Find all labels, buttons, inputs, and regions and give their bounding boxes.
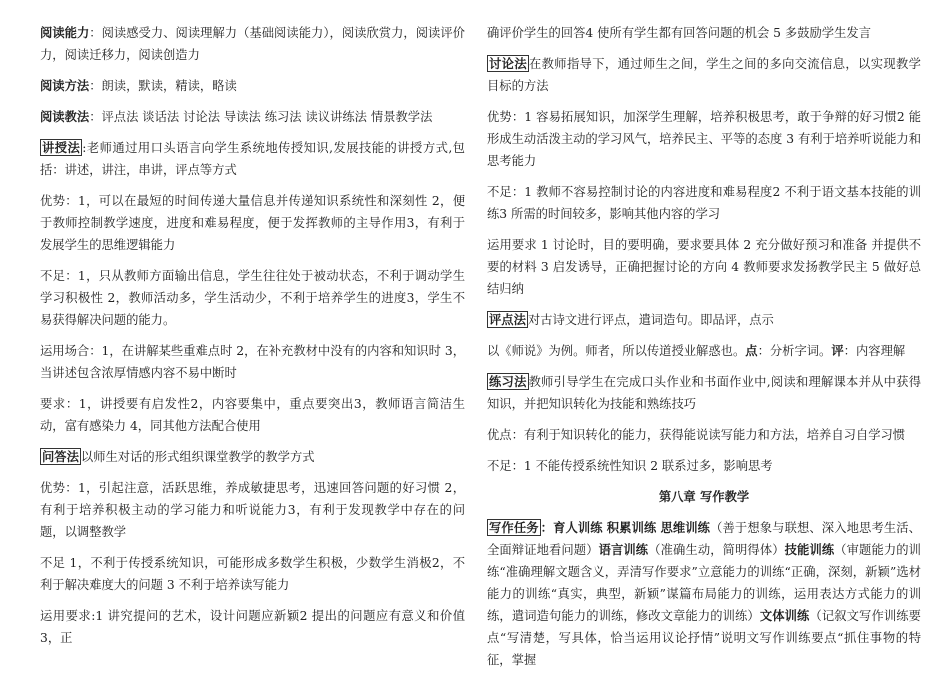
evaluation-definition: [487, 309, 921, 331]
right-column: [487, 22, 921, 673]
reading-ability-text: ：阅读感受力、阅读理解力（基础阅读能力），阅读欣赏力，阅读评价力，阅读迁移力，阅读创造力: [40, 26, 465, 62]
lecture-requirements: 要求：1，讲授要有启发性2，内容要集中，重点要突出3，教师语言简洁生动，富有感染力 4，同其他方法配合使用: [40, 397, 465, 433]
reading-method-text: ：朗读，默读，精读，略读: [89, 79, 237, 93]
evaluation-comment-text: ：内容理解: [843, 344, 906, 358]
qa-requirements-continued: 确评价学生的回答4 使所有学生都有回答问题的机会 5 多鼓励学生发言: [487, 26, 871, 40]
discussion-label: 讨论法: [489, 56, 527, 71]
lecture-disadvantages: 不足：1，只从教师方面输出信息，学生往往处于被动状态，不利于调动学生学习积极性 2，教师活动多，学生活动少，不利于培养学生的进度3，学生不易获得解决问题的能力。: [40, 269, 465, 327]
evaluation-point-label: 点: [745, 343, 758, 358]
reading-ability-paragraph: [40, 22, 465, 66]
writing-tasks-paragraph: [487, 517, 921, 671]
qa-advantages: 优势：1，引起注意，活跃思维，养成敏捷思考，迅速回答问题的好习惯 2，有利于培养积极主动的学习能力和听说能力3，有利于发现教学中存在的问题，以调整教学: [40, 481, 465, 539]
discussion-advantages: 优势：1 容易拓展知识，加深学生理解，培养积极思考，敢于争辩的好习惯2 能形成生动活泼主动的学习风气，培养民主、平等的态度 3 有利于培养听说能力和思考能力: [487, 110, 921, 168]
lecture-advantages: 优势：1，可以在最短的时间传递大量信息并传递知识系统性和深刻性 2，便于教师控制教学速度，进度和难易程度，便于发挥教师的主导作用3，有利于发展学生的思维逻辑能力: [40, 194, 465, 252]
evaluation-point-text: ：分析字词。: [757, 344, 832, 358]
evaluation-text: 对古诗文进行评点，遣词造句。即品评，点示: [527, 313, 774, 327]
task-thinking-text: （善于想象与联想、深入地思考生活、全面辩证地看问题）: [487, 521, 921, 557]
reading-teach-paragraph: [40, 106, 465, 128]
evaluation-comment-label: 评: [831, 343, 844, 358]
reading-teach-label: 阅读教法: [40, 109, 90, 124]
qa-requirements: 运用要求:1 讲究提问的艺术，设计问题应新颖2 提出的问题应有意义和价值 3，正: [40, 609, 465, 645]
writing-task-label: 写作任务: [489, 520, 539, 535]
qa-label: 问答法: [42, 449, 79, 464]
discussion-requirements: 运用要求 1 讨论时，目的要明确，要求要具体 2 充分做好预习和准备 并提供不要的材料 3 启发诱导，正确把握讨论的方向 4 教师要求发扬教学民主 5 做好总结归纳: [487, 238, 921, 296]
writing-task-colon: ：: [540, 520, 554, 535]
qa-text: 以师生对话的形式组织课堂教学的教学方式: [80, 450, 315, 464]
qa-definition: [40, 446, 465, 468]
task-language-training: 语言训练: [598, 542, 649, 557]
evaluation-example-text: 以《师说》为例。师者，所以传道授业解惑也。: [487, 344, 746, 358]
evaluation-label: 评点法: [489, 312, 526, 327]
qa-disadvantages: 不足 1，不利于传授系统知识，可能形成多数学生积极，少数学生消极2，不利于解决难度大的问题 3 不利于培养读写能力: [40, 556, 465, 592]
lecture-label: 讲授法: [42, 140, 81, 155]
task-genre-training: 文体训练: [759, 608, 810, 623]
task-accumulation-training: 积累训练: [606, 520, 657, 535]
practice-label: 练习法: [489, 374, 527, 389]
practice-disadvantages: 不足：1 不能传授系统性知识 2 联系过多，影响思考: [487, 459, 773, 473]
evaluation-example: [487, 340, 921, 362]
task-language-text: （准确生动，简明得体）: [648, 543, 785, 557]
reading-ability-label: 阅读能力: [40, 25, 90, 40]
chapter-title: 第八章 写作教学: [658, 489, 750, 504]
lecture-definition: [40, 137, 465, 181]
reading-teach-text: ：评点法 谈话法 讨论法 导读法 练习法 读议讲练法 情景教学法: [89, 110, 433, 124]
task-skill-text: （审题能力的训练“准确理解文题含义，弄清写作要求”立意能力的训练“正确，深刻，新颖”选材能力的训练“真实，典型，新颖”谋篇布局能力的训练，运用表达方式能力的训练，遣词造句能力的训练，修改文章能力的训练）: [487, 543, 921, 623]
reading-method-paragraph: [40, 75, 465, 97]
practice-definition: [487, 371, 921, 415]
task-genre-text: （记叙文写作训练要点“写清楚，写具体，恰当运用议论抒情”说明文写作训练要点“抓住事物的特征，掌握: [487, 609, 921, 667]
discussion-disadvantages: 不足：1 教师不容易控制讨论的内容进度和难易程度2 不利于语文基本技能的训练3 所需的时间较多，影响其他内容的学习: [487, 185, 921, 221]
task-thinking-training: 思维训练: [660, 520, 711, 535]
left-column: [40, 22, 465, 658]
discussion-definition: [487, 53, 921, 97]
practice-text: 教师引导学生在完成口头作业和书面作业中,阅读和理解课本并从中获得知识，并把知识转化为技能和熟练技巧: [487, 375, 921, 411]
lecture-usage: 运用场合：1，在讲解某些重难点时 2，在补充教材中没有的内容和知识时 3，当讲述包含浓厚情感内容不易中断时: [40, 344, 465, 380]
lecture-text: :老师通过用口头语言向学生系统地传授知识,发展技能的讲授方式,包括：讲述，讲注，串讲，评点等方式: [40, 141, 465, 177]
discussion-text: 在教师指导下，通过师生之间，学生之间的多向交流信息，以实现教学目标的方法: [487, 57, 921, 93]
reading-method-label: 阅读方法: [40, 78, 90, 93]
task-moral-training: 育人训练: [553, 520, 603, 535]
task-skill-training: 技能训练: [784, 542, 835, 557]
practice-advantages: 优点：有利于知识转化的能力，获得能说读写能力和方法，培养自习自学习惯: [487, 428, 906, 442]
